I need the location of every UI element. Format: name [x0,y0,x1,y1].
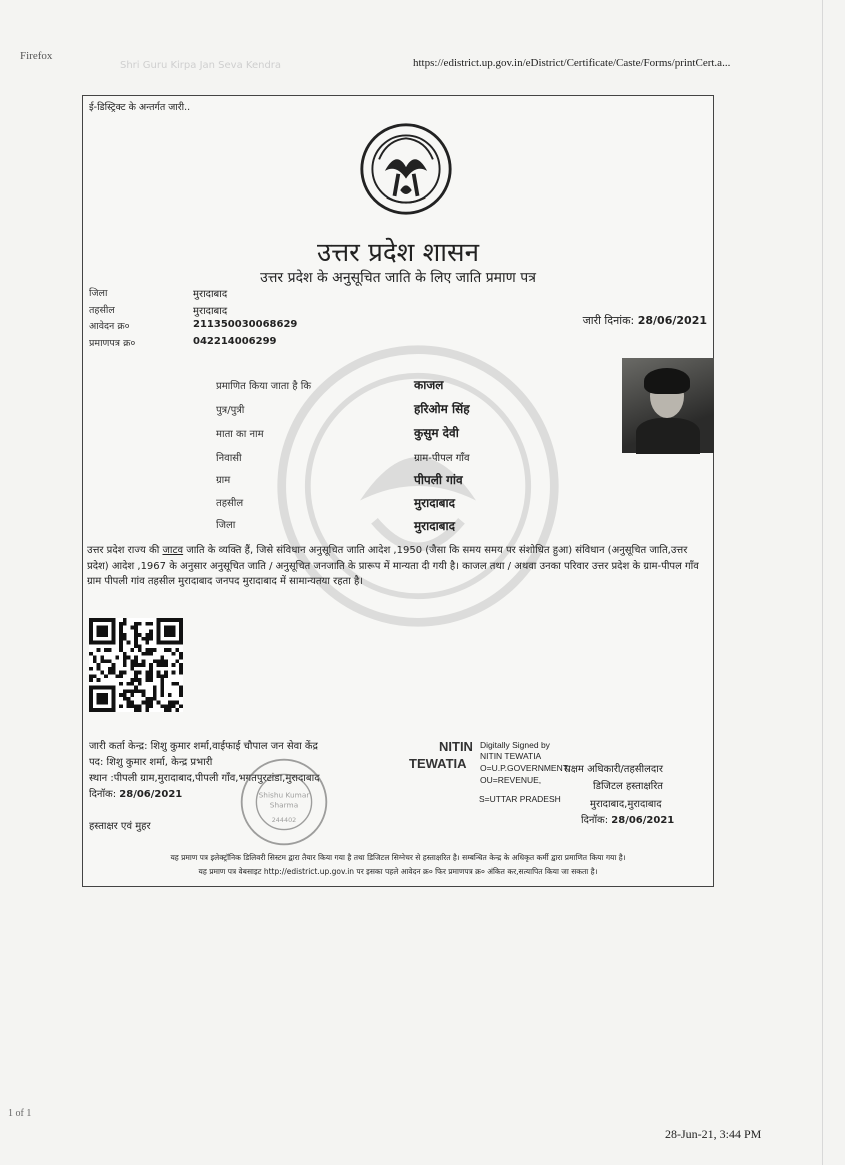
certificate-body-text [87,543,711,590]
field-label: ग्राम [216,475,231,486]
field-value: हरिओम सिंह [414,402,470,416]
svg-text:244402: 244402 [271,816,297,825]
body-text-part: उत्तर प्रदेश राज्य की [87,545,160,556]
body-text-part: काजल तथा / अथवा उनका परिवार उत्तर प्रदेश के ग्राम-पीपल गाँव ग्राम पीपली गांव तहसील मुरादाबाद जनपद मुरादाबाद में सामान्यतया रहता है। [87,560,699,587]
authority-date-value: 28/06/2021 [611,815,675,826]
field-label: तहसील [216,498,244,509]
certificate-title: उत्तर प्रदेश के अनुसूचित जाति के लिए जाति प्रमाण पत्र [260,270,536,286]
field-label: निवासी [216,453,242,464]
field-label: पुत्र/पुत्री [216,405,245,416]
signature-label: हस्ताक्षर एवं मुहर [89,821,151,832]
application-number: 211350030068629 [193,319,298,330]
issuer-place: स्थान :पीपली ग्राम,मुरादाबाद,पीपली गाँव,भगतपुरटांडा,मुरादाबाद [89,773,320,784]
field-value: मुरादाबाद [414,519,456,533]
certificate-number: 042214006299 [193,336,277,347]
footer-note-2: यह प्रमाण पत्र वेबसाइट http://edistrict.up.gov.in पर इसका पहले आवेदन क्र० फिर प्रमाणपत्र क्र० अंकित कर,सत्यापित किया जा सकता है। [198,867,598,876]
issue-date [583,313,707,328]
government-title: उत्तर प्रदेश शासन [316,238,480,268]
signer-first-name: NITIN [439,739,473,754]
kendra-watermark-text: Shri Guru Kirpa Jan Seva Kendra [120,60,282,71]
application-label: आवेदन क्र० [89,321,130,332]
field-label: जिला [216,520,236,531]
field-value: पीपली गांव [414,473,463,487]
issuer-post: पद: शिशु कुमार शर्मा, केन्द्र प्रभारी [89,757,213,768]
authority-designation: सक्षम अधिकारी/तहसीलदार [564,764,663,775]
print-url: https://edistrict.up.gov.in/eDistrict/Certificate/Caste/Forms/printCert.a... [413,57,731,69]
field-label: प्रमाणित किया जाता है कि [216,381,312,392]
tehsil-label: तहसील [89,305,115,316]
issue-date-label: जारी दिनांक: [582,314,635,327]
footer-note-1: यह प्रमाण पत्र इलेक्ट्रॉनिक डिलिवरी सिस्टम द्वारा तैयार किया गया है तथा डिजिटल सिग्नेचर से हस्ताक्षरित है। सम्बन्धित केन्द्र के अधिकृत कर्मी द्वारा प्रमाणित किया गया है। [170,853,626,862]
caste-certificate [82,95,714,887]
caste-name: जाटव [162,545,184,556]
authority-location: मुरादाबाद,मुरादाबाद [590,799,662,810]
authority-digital-signed: डिजिटल हस्ताक्षरित [593,781,663,792]
field-value: मुरादाबाद [414,496,456,510]
edistrict-note: ई-डिस्ट्रिक्ट के अन्तर्गत जारी.. [89,102,191,113]
issuer-date [89,786,182,800]
page-count: 1 of 1 [8,1108,32,1119]
up-government-emblem [358,121,454,217]
field-label: माता का नाम [216,429,264,440]
kendra-seal-stamp [238,756,330,848]
certificate-label: प्रमाणपत्र क्र० [89,338,136,349]
field-value: कुसुम देवी [414,426,459,440]
authority-date [581,812,674,826]
digital-signature-line: OU=REVENUE, [480,775,542,785]
digital-signature-line: O=U.P.GOVERNMENT, [480,763,570,773]
print-timestamp: 28-Jun-21, 3:44 PM [665,1127,762,1141]
signer-last-name: TEWATIA [409,756,467,771]
issuer-date-label: दिनॉक: [89,789,117,800]
district-label: जिला [89,288,108,299]
body-text-part: जाति के व्यक्ति हैं, जिसे संविधान अनुसूचित जाति आदेश ,1950 (जैसा कि समय समय पर संशोधित हुआ) संविधान (अनुसूचित जाति,उत्तर प्रदेश) आदेश ,1967 के अनुसार अनुसूचित जाति / अनुसूचित जनजाति के प्रारूप में मान्यता दी गयी है। [87,545,688,572]
field-value: ग्राम-पीपल गाँव [414,453,470,464]
district-value: मुरादाबाद [193,289,228,300]
svg-text:Shishu Kumar: Shishu Kumar [258,790,310,800]
issuer-date-value: 28/06/2021 [119,789,183,800]
digital-signature-line: Digitally Signed by [480,740,550,750]
issue-date-value: 28/06/2021 [637,314,707,327]
qr-code [89,618,183,712]
browser-name: Firefox [20,50,53,62]
issuer-center: जारी कर्ता केन्द्र: शिशु कुमार शर्मा,वाईफाई चौपाल जन सेवा केंद्र [89,741,318,752]
digital-signature-line: S=UTTAR PRADESH [479,794,561,804]
svg-text:Sharma: Sharma [269,800,299,810]
scan-edge-line [822,0,823,1165]
applicant-photo [622,358,714,453]
authority-date-label: दिनॉक: [581,815,609,826]
tehsil-value: मुरादाबाद [193,306,228,317]
digital-signature-line: NITIN TEWATIA [480,751,542,761]
field-value: काजल [414,378,444,392]
